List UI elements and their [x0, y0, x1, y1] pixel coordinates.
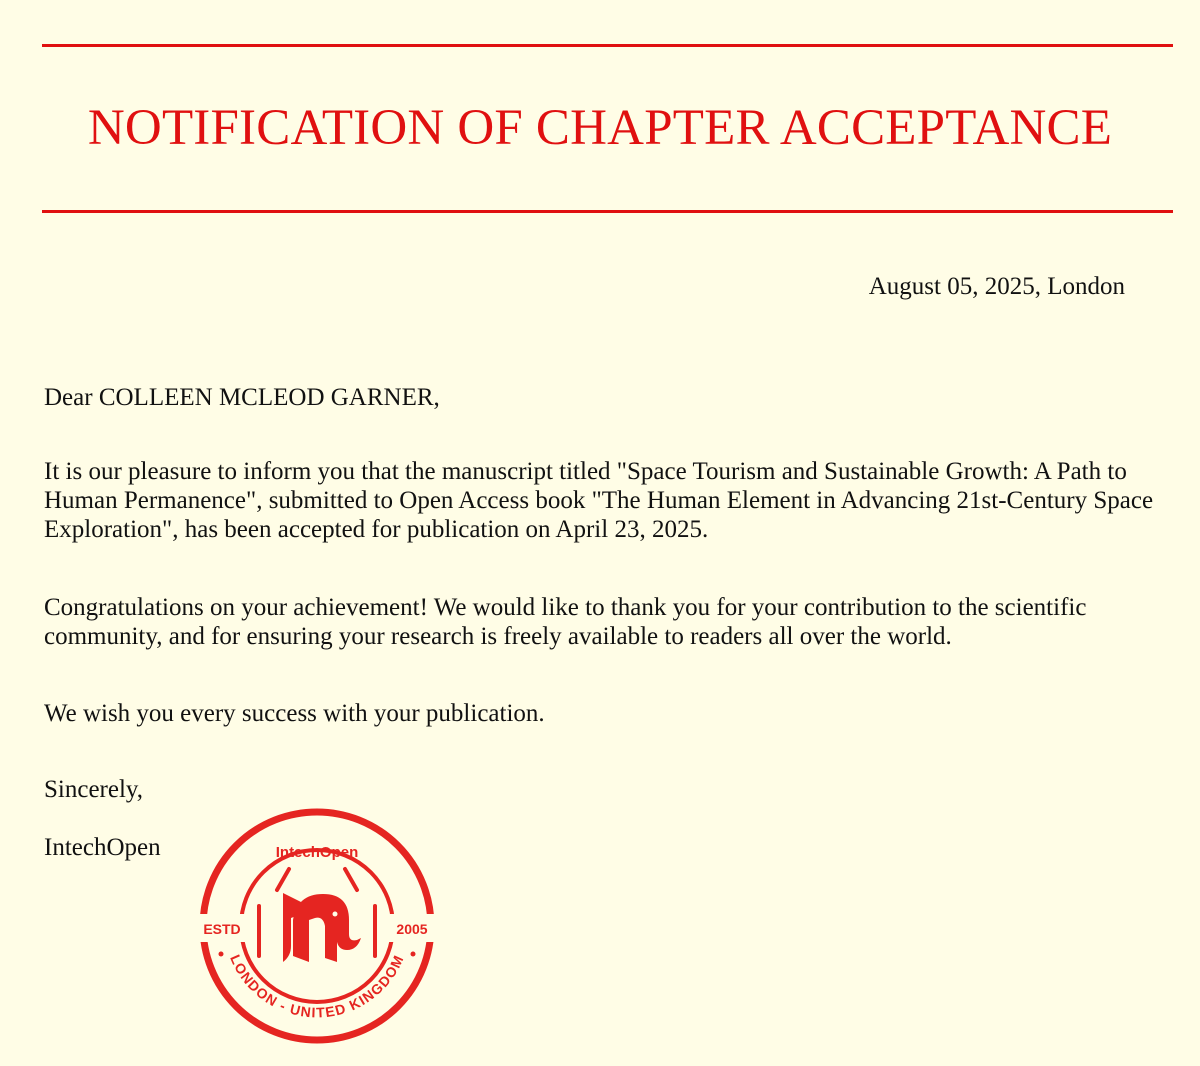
seal-name: IntechOpen	[275, 844, 359, 861]
seal-arc-text: LONDON - UNITED KINGDOM	[227, 951, 407, 1021]
seal-year-label: 2005	[396, 921, 428, 937]
seal-graphic	[197, 806, 437, 1046]
page-title: NOTIFICATION OF CHAPTER ACCEPTANCE	[87, 100, 1113, 156]
acceptance-paragraph: It is our pleasure to inform you that the manuscript titled "Space Tourism and Sustainable Growth: A Path to Human Permanence", submitted to Open Access book "The Human Element in Advancing 21st-Century Space Exploration", has been accepted for publication on April 23, 2025.	[44, 458, 1154, 543]
signature: IntechOpen	[44, 834, 161, 861]
congratulations-paragraph: Congratulations on your achievement! We would like to thank you for your contribution to the scientific community, and for ensuring your research is freely available to readers all over the world.	[44, 594, 1087, 650]
seal-estd-label: ESTD	[203, 921, 241, 937]
publisher-seal	[197, 806, 437, 1046]
top-rule	[42, 44, 1173, 47]
wishes-paragraph: We wish you every success with your publication.	[44, 700, 545, 727]
salutation: Dear COLLEEN MCLEOD GARNER,	[44, 384, 440, 411]
elephant-flag-icon	[283, 893, 361, 962]
bottom-rule	[42, 210, 1173, 213]
closing: Sincerely,	[44, 776, 144, 803]
seal-inner-ring	[241, 850, 393, 1002]
letter-date: August 05, 2025, London	[868, 273, 1125, 300]
